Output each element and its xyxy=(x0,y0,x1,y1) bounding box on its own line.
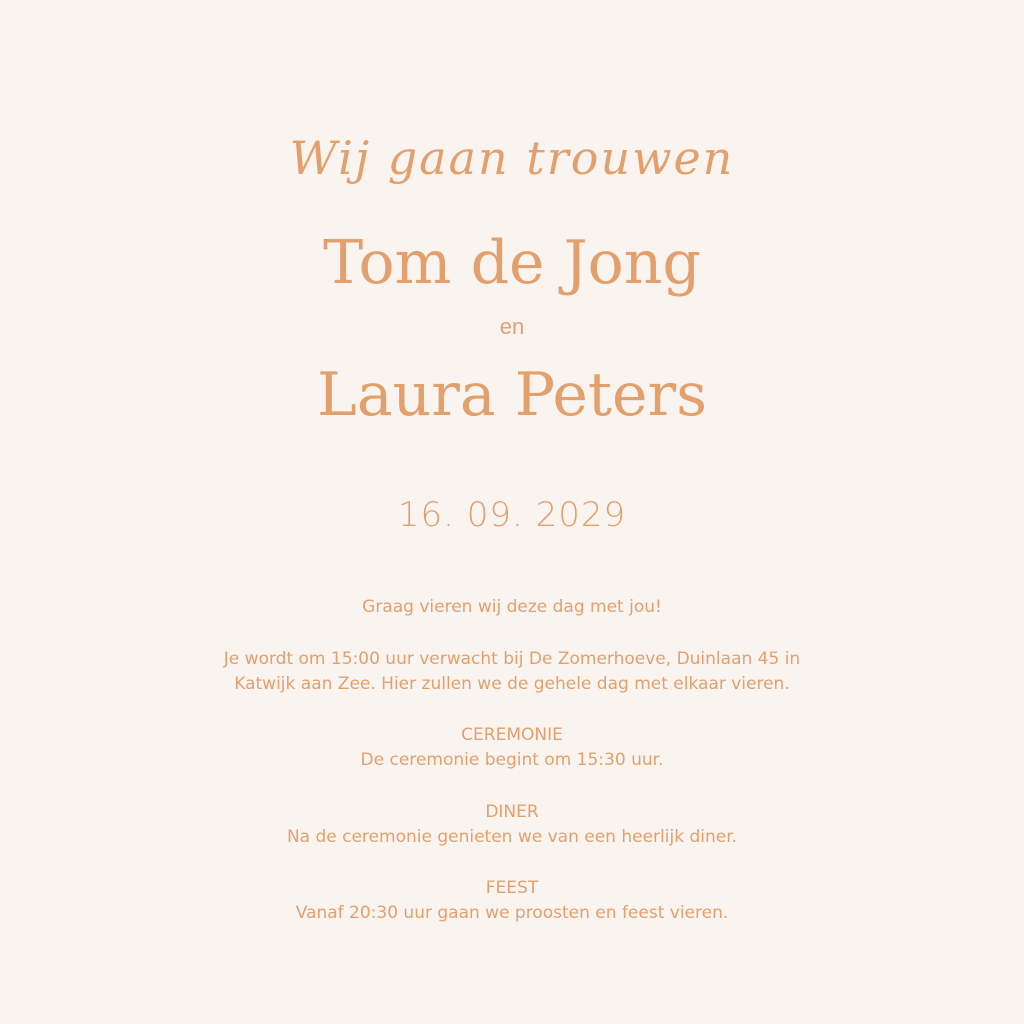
section-text: De ceremonie begint om 15:30 uur. xyxy=(360,750,664,770)
location-line-2: Katwijk aan Zee. Hier zullen we de gehele dag met elkaar vieren. xyxy=(234,674,790,694)
partner-name-1: Tom de Jong xyxy=(323,228,701,298)
location-block xyxy=(112,647,912,697)
intro-text: Graag vieren wij deze dag met jou! xyxy=(362,597,662,617)
section-ceremonie xyxy=(112,723,912,773)
section-heading: FEEST xyxy=(485,878,539,898)
section-heading: CEREMONIE xyxy=(461,725,563,745)
section-heading: DINER xyxy=(485,802,539,822)
section-text: Vanaf 20:30 uur gaan we proosten en feest vieren. xyxy=(295,903,729,923)
section-diner xyxy=(112,800,912,850)
invitation-headline: Wij gaan trouwen xyxy=(289,131,735,185)
section-text: Na de ceremonie genieten we van een heerlijk diner. xyxy=(286,827,738,847)
partner-name-2: Laura Peters xyxy=(316,360,708,430)
names-joiner: en xyxy=(499,314,525,339)
section-feest xyxy=(112,876,912,926)
wedding-date: 16. 09. 2029 xyxy=(397,495,627,535)
location-line-1: Je wordt om 15:00 uur verwacht bij De Zomerhoeve, Duinlaan 45 in xyxy=(223,649,801,669)
intro-block xyxy=(112,595,912,620)
